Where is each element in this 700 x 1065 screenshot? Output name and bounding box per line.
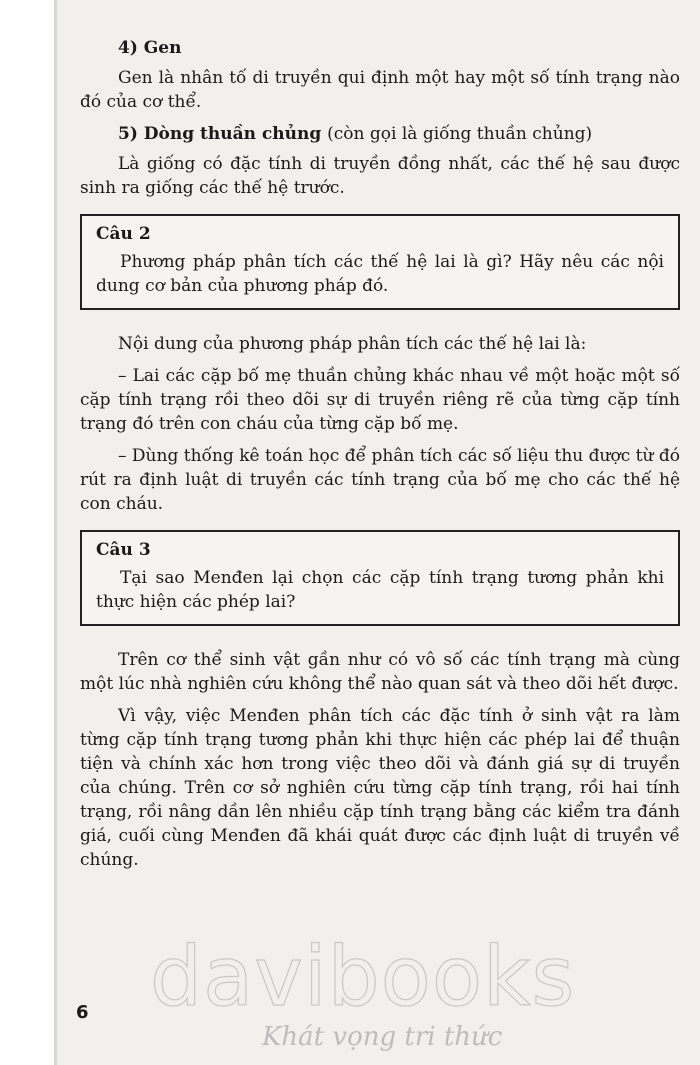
question-2-text: Phương pháp phân tích các thế hệ lai là gì? Hãy nêu các nội dung cơ bản của phương pháp đó. <box>96 252 664 296</box>
question-2-title: Câu 2 <box>96 224 151 244</box>
margin-strip <box>0 0 54 1065</box>
answer-2-point-1: – Lai các cặp bố mẹ thuần chủng khác nhau về một hoặc một số cặp tính trạng rồi theo dõi sự di truyền riêng rẽ của từng cặp tính trạng đó trên con cháu của từng cặp bố mẹ. <box>80 366 680 434</box>
section-5-heading <box>80 122 680 146</box>
page-number: 6 <box>76 1002 89 1023</box>
question-2-box <box>80 214 680 310</box>
section-4-text: Gen là nhân tố di truyền qui định một hay một số tính trạng nào đó của cơ thể. <box>80 68 680 112</box>
question-3-text: Tại sao Menđen lại chọn các cặp tính trạng tương phản khi thực hiện các phép lai? <box>96 568 664 612</box>
question-3-box <box>80 530 680 626</box>
answer-3-paragraph-2: Vì vậy, việc Menđen phân tích các đặc tính ở sinh vật ra làm từng cặp tính trạng tương phản khi thực hiện các phép lai để thuận tiện và chính xác hơn trong việc theo dõi và đánh giá sự di truyền của chúng. Trên cơ sở nghiên cứu từng cặp tính trạng, rồi hai tính trạng, rồi nâng dần lên nhiều cặp tính trạng bằng các kiểm tra đánh giá, cuối cùng Menđen đã khái quát được các định luật di truyền về chúng. <box>80 706 680 870</box>
watermark-slogan: Khát vọng tri thức <box>262 1022 503 1052</box>
section-5-text: Là giống có đặc tính di truyền đồng nhất, các thế hệ sau được sinh ra giống các thế hệ trước. <box>80 154 680 198</box>
question-3-title: Câu 3 <box>96 540 151 560</box>
section-4-heading: 4) Gen <box>118 38 182 58</box>
section-5-note: (còn gọi là giống thuần chủng) <box>327 124 593 144</box>
answer-2-point-2: – Dùng thống kê toán học để phân tích các số liệu thu được từ đó rút ra định luật di truyền các tính trạng của bố mẹ cho các thế hệ con cháu. <box>80 446 680 514</box>
section-5-title: 5) Dòng thuần chủng <box>118 124 322 144</box>
answer-3-paragraph-1: Trên cơ thể sinh vật gần như có vô số các tính trạng mà cùng một lúc nhà nghiên cứu không thể nào quan sát và theo dõi hết được. <box>80 650 680 694</box>
page-content <box>80 36 680 880</box>
page-edge <box>54 0 57 1065</box>
watermark-brand: davibooks <box>150 930 576 1025</box>
answer-2-intro: Nội dung của phương pháp phân tích các thế hệ lai là: <box>118 334 587 354</box>
